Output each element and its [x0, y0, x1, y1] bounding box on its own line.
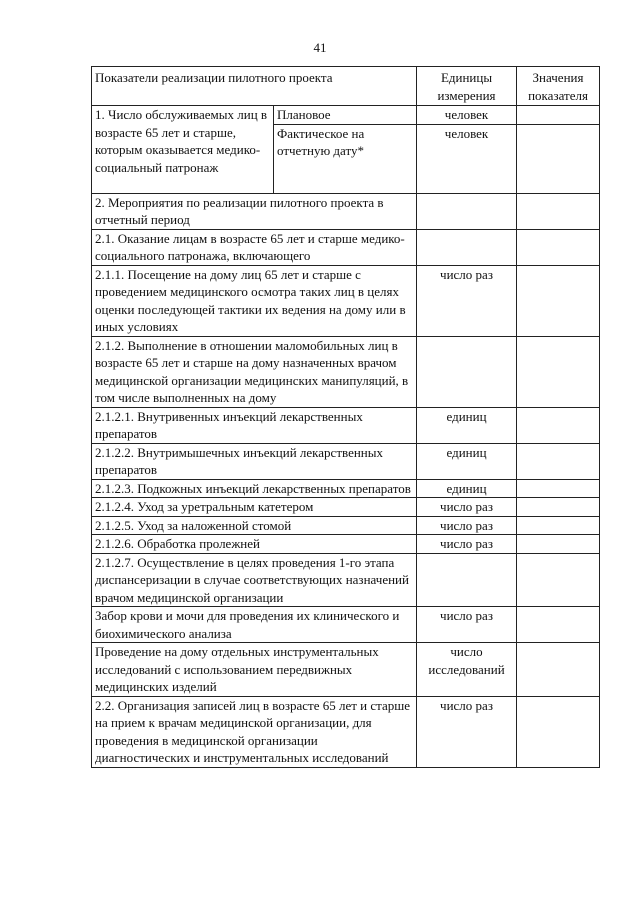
row1-label: 1. Число обслуживаемых лиц в возрасте 65 лет и старше, которым оказывается медико-социальный патронаж — [92, 106, 274, 194]
table-row — [92, 535, 600, 554]
row-unit — [417, 229, 517, 265]
row-label: 2.1.2.5. Уход за наложенной стомой — [92, 516, 417, 535]
row-value — [517, 516, 600, 535]
row-value — [517, 443, 600, 479]
row-unit — [417, 553, 517, 607]
table-row — [92, 193, 600, 229]
row-unit: число раз — [417, 535, 517, 554]
row-unit: единиц — [417, 479, 517, 498]
row-label: Забор крови и мочи для проведения их клинического и биохимического анализа — [92, 607, 417, 643]
row-value — [517, 553, 600, 607]
header-units: Единицы измерения — [417, 67, 517, 106]
row-unit: число исследований — [417, 643, 517, 697]
row-label: 2.1.1. Посещение на дому лиц 65 лет и старше с проведением медицинского осмотра таких лиц в целях оценки последующей тактики их ведения на дому или в иных условиях — [92, 265, 417, 336]
row-label: 2.1.2.3. Подкожных инъекций лекарственных препаратов — [92, 479, 417, 498]
table-row — [92, 553, 600, 607]
row-label: 2.1.2. Выполнение в отношении маломобильных лиц в возрасте 65 лет и старше на дому назначенных врачом медицинской организации медицинских манипуляций, в том числе выполненных на дому — [92, 336, 417, 407]
row-unit — [417, 193, 517, 229]
indicators-table — [91, 66, 600, 768]
row-label: 2.1. Оказание лицам в возрасте 65 лет и старше медико-социального патронажа, включающего — [92, 229, 417, 265]
table-row — [92, 407, 600, 443]
table-row — [92, 643, 600, 697]
row-unit: число раз — [417, 498, 517, 517]
row-label: 2.1.2.1. Внутривенных инъекций лекарственных препаратов — [92, 407, 417, 443]
row-label: Проведение на дому отдельных инструментальных исследований с использованием передвижных медицинских изделий — [92, 643, 417, 697]
table-row — [92, 443, 600, 479]
row-value — [517, 229, 600, 265]
row1-planned-unit: человек — [417, 106, 517, 125]
row-value — [517, 193, 600, 229]
row-value — [517, 607, 600, 643]
row-value — [517, 643, 600, 697]
row-value — [517, 336, 600, 407]
row-unit: единиц — [417, 443, 517, 479]
row-label: 2. Мероприятия по реализации пилотного проекта в отчетный период — [92, 193, 417, 229]
header-values: Значения показателя — [517, 67, 600, 106]
table-row — [92, 696, 600, 767]
row-label: 2.2. Организация записей лиц в возрасте 65 лет и старше на прием к врачам медицинской организации, для проведения в медицинской организации диагностических и инструментальных исследований — [92, 696, 417, 767]
row-unit: число раз — [417, 607, 517, 643]
table-row — [92, 336, 600, 407]
row1-actual: Фактическое на отчетную дату* — [274, 124, 417, 193]
row-unit: число раз — [417, 265, 517, 336]
row-value — [517, 265, 600, 336]
row-value — [517, 479, 600, 498]
table-row — [92, 607, 600, 643]
row-value — [517, 696, 600, 767]
row1-actual-unit: человек — [417, 124, 517, 193]
row-label: 2.1.2.4. Уход за уретральным катетером — [92, 498, 417, 517]
table-row — [92, 229, 600, 265]
row-unit: единиц — [417, 407, 517, 443]
row-label: 2.1.2.6. Обработка пролежней — [92, 535, 417, 554]
row-value — [517, 535, 600, 554]
row-unit — [417, 336, 517, 407]
table-row — [92, 479, 600, 498]
table-row — [92, 106, 600, 125]
row-unit: число раз — [417, 696, 517, 767]
row-label: 2.1.2.2. Внутримышечных инъекций лекарственных препаратов — [92, 443, 417, 479]
table-row — [92, 498, 600, 517]
row1-planned-value — [517, 106, 600, 125]
table-header-row — [92, 67, 600, 106]
row-value — [517, 498, 600, 517]
row-unit: число раз — [417, 516, 517, 535]
row-label: 2.1.2.7. Осуществление в целях проведения 1-го этапа диспансеризации в случае соответствующих назначений врачом медицинской организации — [92, 553, 417, 607]
page-number: 41 — [313, 40, 327, 55]
header-indicators: Показатели реализации пилотного проекта — [92, 67, 417, 106]
table-row — [92, 516, 600, 535]
row1-actual-value — [517, 124, 600, 193]
row1-planned: Плановое — [274, 106, 417, 125]
table-row — [92, 265, 600, 336]
row-value — [517, 407, 600, 443]
